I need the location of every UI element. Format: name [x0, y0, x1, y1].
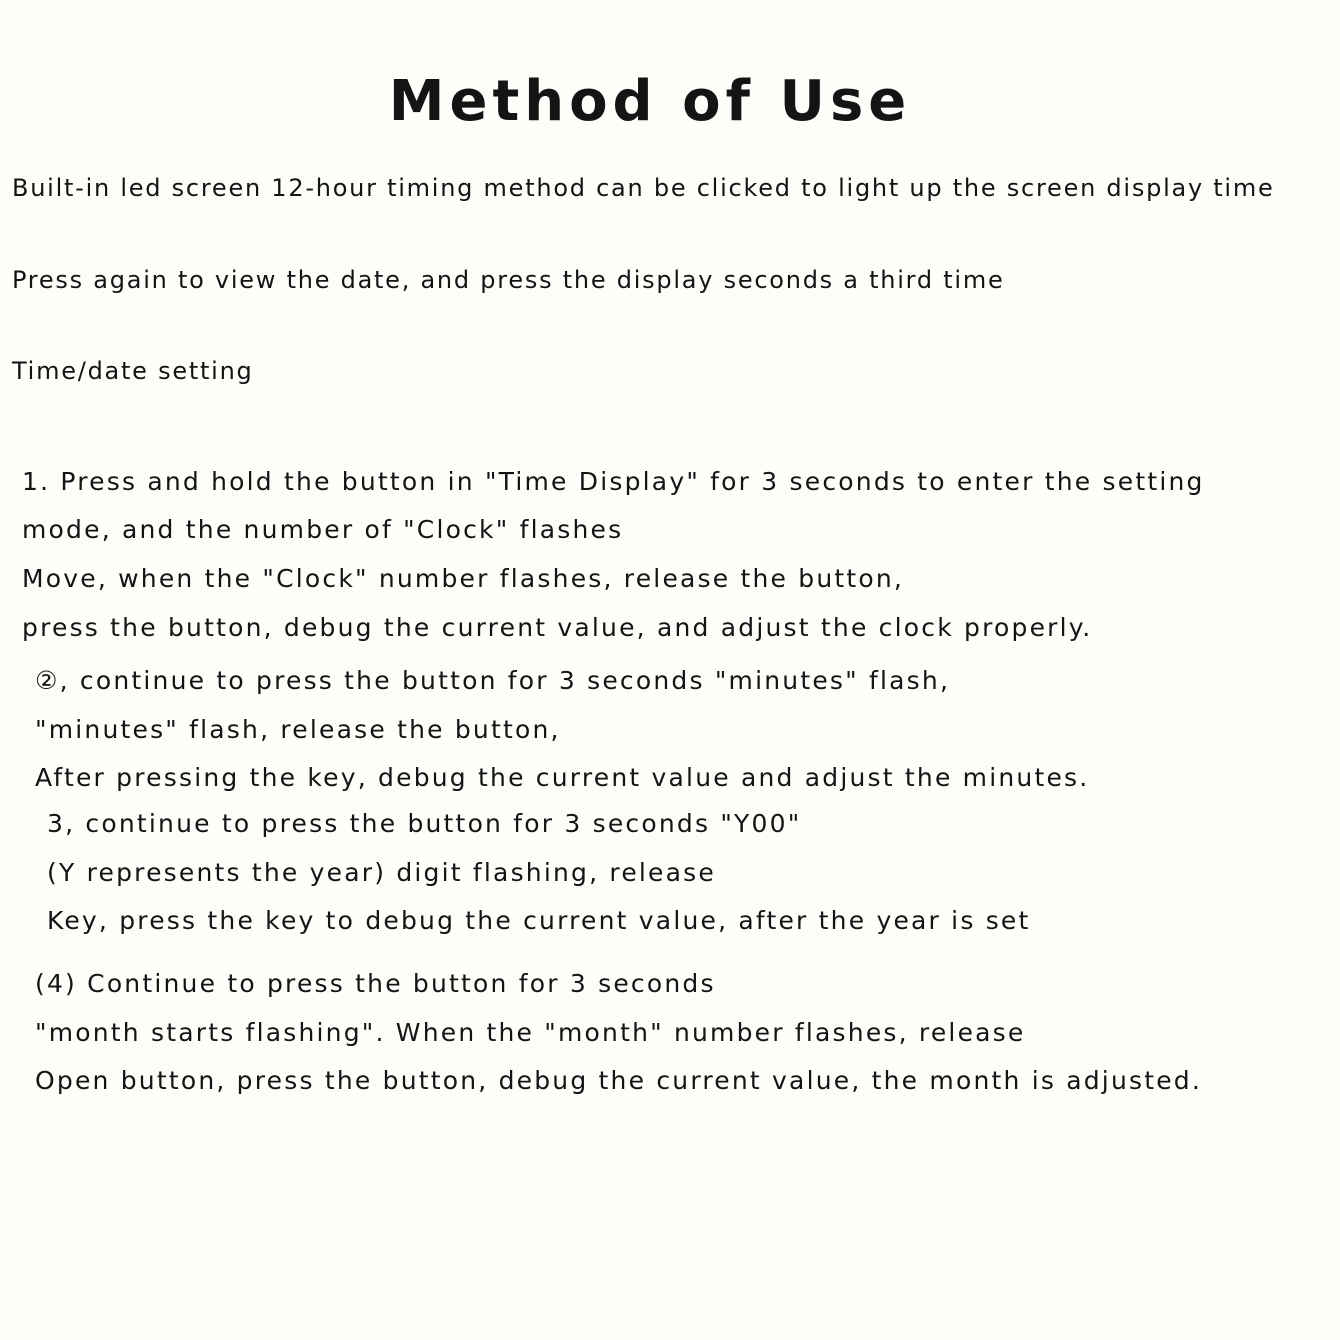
intro-line-2: Press again to view the date, and press the display seconds a third time: [12, 266, 1005, 294]
step-1-line-3: Move, when the "Clock" number flashes, release the button,: [22, 564, 905, 593]
step-3-line-3: Key, press the key to debug the current value, after the year is set: [47, 906, 1031, 935]
step-4-line-3: Open button, press the button, debug the current value, the month is adjusted.: [35, 1066, 1203, 1095]
step-4-line-2: "month starts flashing". When the "month" number flashes, release: [35, 1018, 1026, 1047]
step-1-line-4: press the button, debug the current value, and adjust the clock properly.: [22, 613, 1093, 642]
step-2-line-2: "minutes" flash, release the button,: [35, 715, 561, 744]
step-2-line-3: After pressing the key, debug the current value and adjust the minutes.: [35, 763, 1090, 792]
step-4-line-1: (4) Continue to press the button for 3 seconds: [35, 969, 716, 998]
step-1-line-1: 1. Press and hold the button in "Time Display" for 3 seconds to enter the setting: [22, 467, 1205, 496]
section-heading: Time/date setting: [12, 357, 254, 385]
page-title: Method of Use: [388, 69, 912, 134]
step-3-line-1: 3, continue to press the button for 3 seconds "Y00": [47, 809, 802, 838]
intro-line-1: Built-in led screen 12-hour timing method can be clicked to light up the screen display time: [12, 174, 1275, 202]
step-3-line-2: (Y represents the year) digit flashing, release: [47, 858, 716, 887]
step-1-line-2: mode, and the number of "Clock" flashes: [22, 515, 624, 544]
step-2-line-1: ②, continue to press the button for 3 seconds "minutes" flash,: [35, 666, 951, 695]
